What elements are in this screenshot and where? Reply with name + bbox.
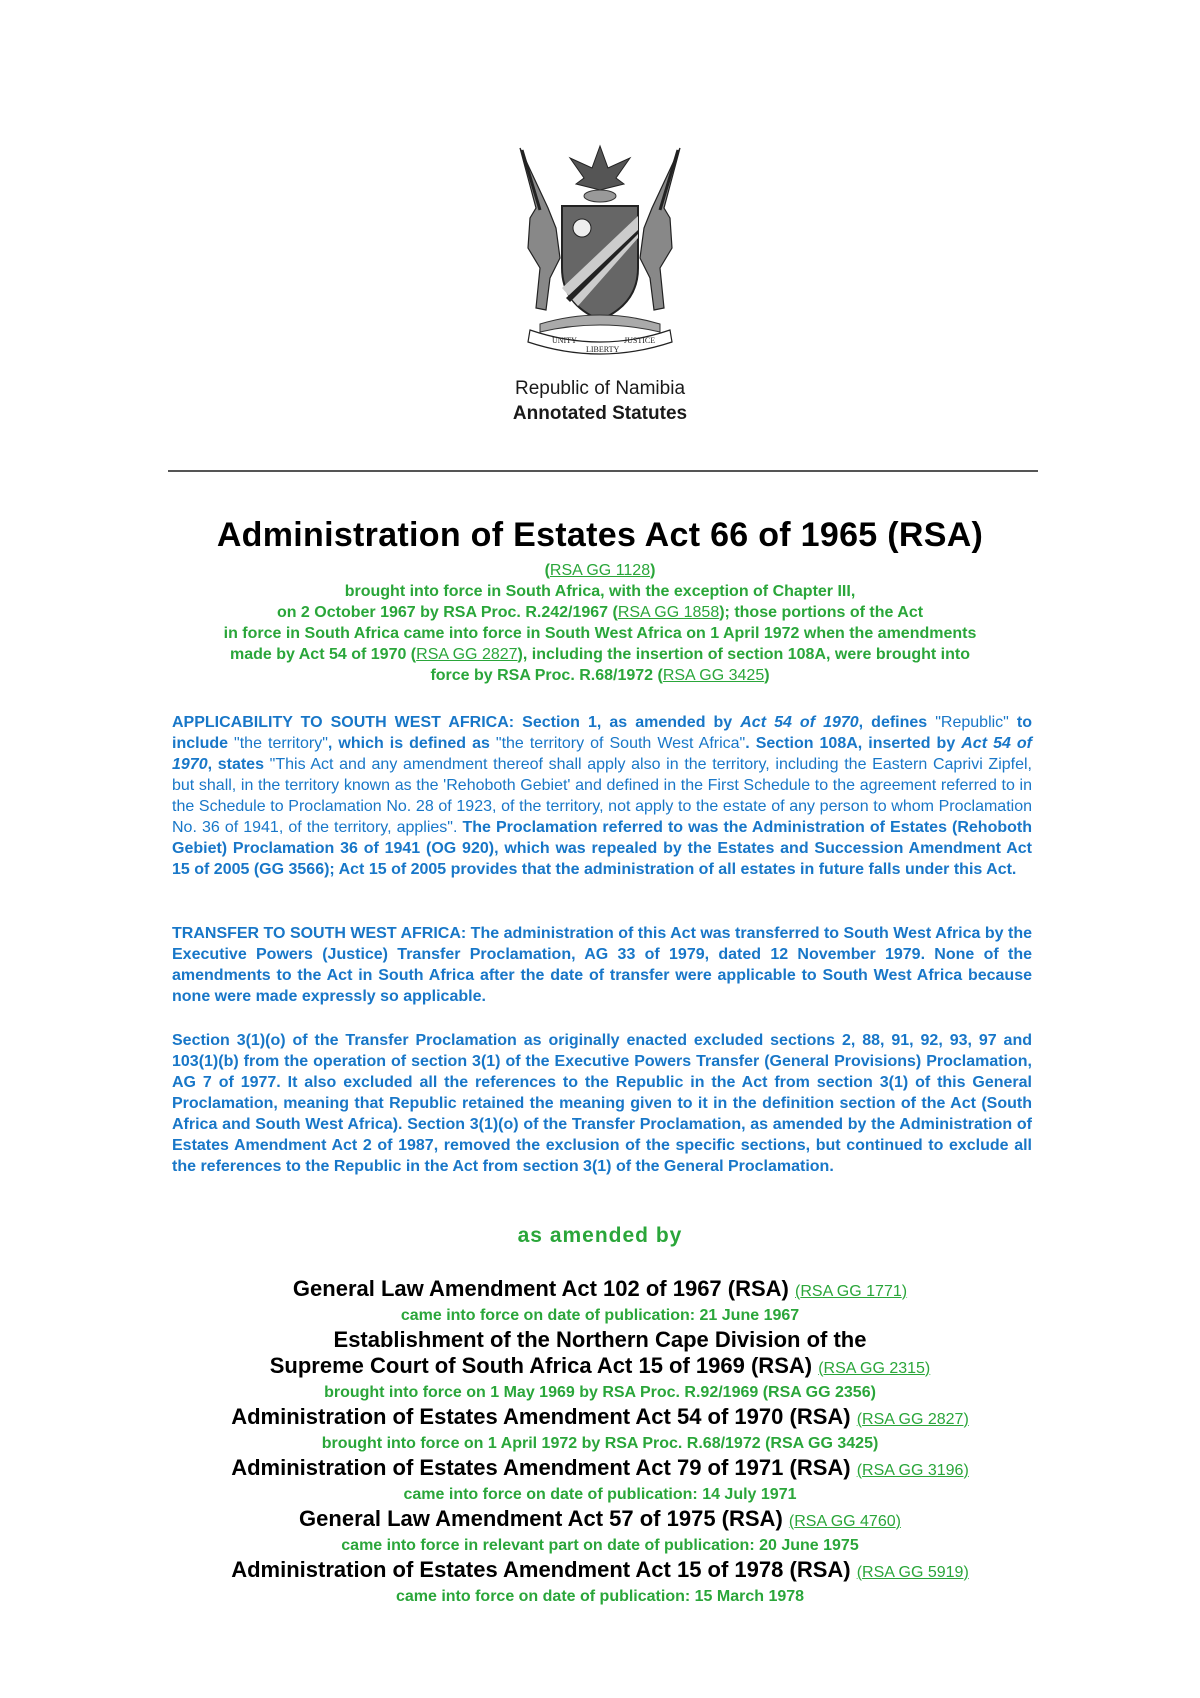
gazette-link-5919[interactable]: (RSA GG 5919) bbox=[856, 1564, 969, 1581]
applicability-paragraph: APPLICABILITY TO SOUTH WEST AFRICA: Section 1, as amended by Act 54 of 1970, defines "Republic" to include "the territory", which is defined as "the territory of South West Africa". Section 108A, inserted by Act 54 of 1970, states "This Act and any amendment thereof shall apply also in the territory, including the Eastern Caprivi Zipfel, but shall, in the territory known as the 'Rehoboth Gebiet' and defined in the First Schedule to the agreement referred to in the Schedule to Proclamation No. 28 of 1923, of the territory, not apply to the estate of any person to whom Proclamation No. 36 of 1941, of the territory, applies". The Proclamation referred to was the Administration of Estates (Rehoboth Gebiet) Proclamation 36 of 1941 (OG 920), which was repealed by the Estates and Succession Amendment Act 15 of 2005 (GG 3566); Act 15 of 2005 provides that the administration of all estates in future falls under this Act. bbox=[172, 714, 1033, 878]
amendment-item: Administration of Estates Amendment Act 15 of 1978 (RSA) (RSA GG 5919) came into force on date of publication: 15 March 1978 bbox=[231, 1557, 969, 1605]
document-title: Administration of Estates Act 66 of 1965 (RSA) bbox=[216, 516, 984, 554]
gazette-link-2315[interactable]: (RSA GG 2315) bbox=[818, 1360, 931, 1377]
gazette-link-2827b[interactable]: (RSA GG 2827) bbox=[856, 1411, 969, 1428]
gazette-link-1858[interactable]: RSA GG 1858 bbox=[617, 604, 720, 621]
amendment-item: General Law Amendment Act 57 of 1975 (RSA) (RSA GG 4760) came into force in relevant part on date of publication: 20 June 1975 bbox=[299, 1506, 901, 1554]
section-3-paragraph: Section 3(1)(o) of the Transfer Proclamation as originally enacted excluded sections 2, 88, 91, 92, 93, 97 and 103(1)(b) from the operation of section 3(1) of the Executive Powers Transfer (General Provisions) Proclamation, AG 7 of 1977. It also excluded all the references to the Republic in the Act from section 3(1) of this General Proclamation, meaning that Republic retained the meaning given to it in the definition section of the Act (South Africa and South West Africa). Section 3(1)(o) of the Transfer Proclamation, as amended by the Administration of Estates Amendment Act 2 of 1987, removed the exclusion of the specific sections, but continued to exclude all the references to the Republic in the Act from section 3(1) of the General Proclamation. bbox=[172, 1032, 1032, 1175]
as-amended-by-heading: as amended by bbox=[517, 1224, 683, 1247]
divider bbox=[168, 470, 1038, 472]
gazette-link-4760[interactable]: (RSA GG 4760) bbox=[788, 1513, 901, 1530]
transfer-paragraph: TRANSFER TO SOUTH WEST AFRICA: The administration of this Act was transferred to South West Africa by the Executive Powers (Justice) Transfer Proclamation, AG 33 of 1979, dated 12 November 1979. None of the amendments to the Act in South Africa after the date of transfer were applicable to South West Africa because none were made expressly so applicable. bbox=[172, 925, 1032, 1005]
amendment-item: Administration of Estates Amendment Act 54 of 1970 (RSA) (RSA GG 2827) brought into force on 1 April 1972 by RSA Proc. R.68/1972 (RSA GG 3425) bbox=[231, 1404, 969, 1452]
amendment-item: General Law Amendment Act 102 of 1967 (RSA) (RSA GG 1771) came into force on date of publication: 21 June 1967 bbox=[292, 1276, 908, 1324]
publication-header bbox=[0, 376, 1200, 426]
gazette-link-1128[interactable]: RSA GG 1128 bbox=[549, 562, 651, 579]
gazette-link-2827[interactable]: RSA GG 2827 bbox=[416, 646, 518, 663]
gazette-link-1771[interactable]: (RSA GG 1771) bbox=[795, 1283, 908, 1300]
motto-liberty: LIBERTY bbox=[586, 345, 620, 354]
collection-label: Annotated Statutes bbox=[512, 403, 688, 424]
motto-justice: JUSTICE bbox=[624, 336, 656, 345]
motto-unity: UNITY bbox=[552, 336, 577, 345]
amendments-list bbox=[0, 1276, 1200, 1608]
gazette-link-3425[interactable]: RSA GG 3425 bbox=[662, 667, 765, 684]
republic-label: Republic of Namibia bbox=[514, 378, 686, 399]
amendment-item: Establishment of the Northern Cape Division of the Supreme Court of South Africa Act 15 of 1969 (RSA) (RSA GG 2315) brought into force on 1 May 1969 by RSA Proc. R.92/1969 (RSA GG 2356) bbox=[269, 1327, 931, 1401]
commencement-note: (RSA GG 1128) brought into force in South Africa, with the exception of Chapter III, on 2 October 1967 by RSA Proc. R.242/1967 (RSA GG 1858); those portions of the Act in force in South Africa came into force in South West Africa on 1 April 1972 when the amendments made by Act 54 of 1970 (RSA GG 2827), including the insertion of section 108A, were brought into force by RSA Proc. R.68/1972 (RSA GG 3425) bbox=[223, 562, 977, 684]
namibia-coat-of-arms bbox=[500, 138, 700, 358]
amendment-item: Administration of Estates Amendment Act 79 of 1971 (RSA) (RSA GG 3196) came into force on date of publication: 14 July 1971 bbox=[231, 1455, 969, 1503]
gazette-link-3196[interactable]: (RSA GG 3196) bbox=[856, 1462, 969, 1479]
